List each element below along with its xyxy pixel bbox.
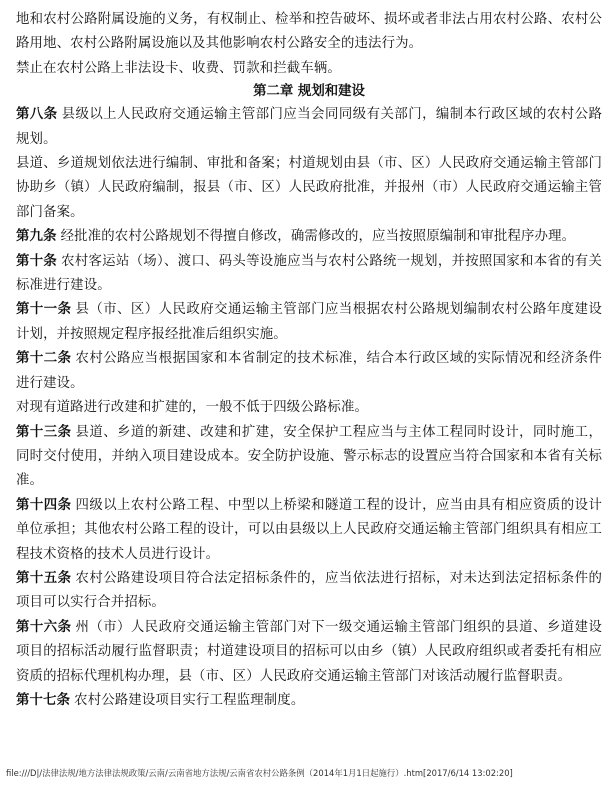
article-number: 第十三条 [16,424,72,440]
article-text: 农村公路建设项目实行工程监理制度。 [74,692,305,708]
article-16 [16,616,602,689]
article-8 [16,103,602,152]
article-8-paragraph-2 [16,152,602,225]
article-number: 第十五条 [16,570,72,586]
article-10 [16,250,602,299]
intro-prohibition: 禁止在农村公路上非法设卡、收费、罚款和拦截车辆。 [16,60,341,76]
article-number: 第十一条 [16,302,72,318]
article-number: 第十七条 [16,692,71,708]
document-body [16,8,602,713]
article-12 [16,347,602,396]
article-15 [16,567,602,616]
article-14 [16,494,602,567]
article-text: 四级以上农村公路工程、中型以上桥梁和隧道工程的设计，应当由具有相应资质的设计单位承担；其他农村公路工程的设计，可以由县级以上人民政府交通运输主管部门组织具有相应工程技术资格的技术人员进行设计。 [16,497,602,562]
article-17 [16,689,602,713]
article-number: 第八条 [16,107,58,123]
article-text: 县道、乡道规划依法进行编制、审批和备案；村道规划由县（市、区）人民政府交通运输主管部门协助乡（镇）人民政府编制，报县（市、区）人民政府批准，并报州（市）人民政府交通运输主管部门备案。 [16,156,602,220]
article-number: 第十二条 [16,351,72,367]
article-text: 经批准的农村公路规划不得擅自修改，确需修改的，应当按照原编制和审批程序办理。 [60,229,576,245]
article-text: 农村客运站（场）、渡口、码头等设施应当与农村公路统一规划，并按照国家和本省的有关标准进行建设。 [16,253,603,294]
chapter-heading: 第二章 规划和建设 [253,84,365,100]
article-text: 对现有道路进行改建和扩建的，一般不低于四级公路标准。 [16,400,369,416]
article-11 [16,298,602,347]
page-footer-path: file:///D|/法律法规/地方法律法规政策/云南/云南省地方法规/云南省农村公路条例（2014年1月1日起施行）.htm[2017/6/14 13:02:20] [6,768,513,778]
article-text: 县级以上人民政府交通运输主管部门应当会同同级有关部门，编制本行政区域的农村公路规划。 [16,107,602,147]
article-12-paragraph-2 [16,396,602,420]
intro-paragraph: 地和农村公路附属设施的义务，有权制止、检举和控告破坏、损坏或者非法占用农村公路、农村公路用地、农村公路附属设施以及其他影响农村公路安全的违法行为。 [16,12,602,52]
article-number: 第九条 [16,229,57,245]
article-text: 县（市、区）人民政府交通运输主管部门应当根据农村公路规划编制农村公路年度建设计划，并按照规定程序报经批准后组织实施。 [16,302,602,342]
article-number: 第十六条 [16,619,72,635]
article-13 [16,421,602,494]
article-text: 州（市）人民政府交通运输主管部门对下一级交通运输主管部门组织的县道、乡道建设项目的招标活动履行监督职责；村道建设项目的招标可以由乡（镇）人民政府组织或者委托有相应资质的招标代理机构办理，县（市、区）人民政府交通运输主管部门对该活动履行监督职责。 [16,619,602,684]
article-9 [16,225,602,249]
article-number: 第十四条 [16,497,72,513]
article-text: 农村公路建设项目符合法定招标条件的，应当依法进行招标，对未达到法定招标条件的项目可以实行合并招标。 [16,570,602,611]
article-number: 第十条 [16,253,58,269]
article-text: 县道、乡道的新建、改建和扩建，安全保护工程应当与主体工程同时设计，同时施工，同时交付使用，并纳入项目建设成本。安全防护设施、警示标志的设置应当符合国家和本省有关标准。 [16,424,602,489]
article-text: 农村公路应当根据国家和本省制定的技术标准，结合本行政区域的实际情况和经济条件进行建设。 [16,351,602,391]
